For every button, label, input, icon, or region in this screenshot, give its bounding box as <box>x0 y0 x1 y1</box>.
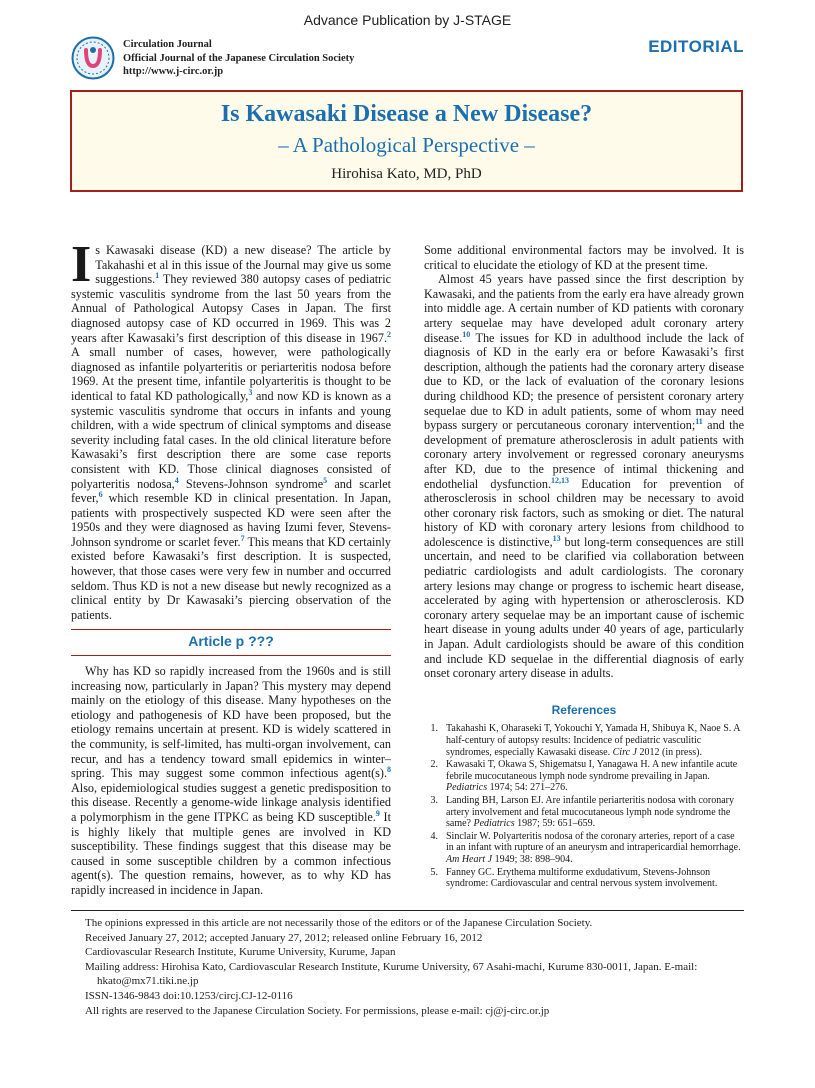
para-text: and scarlet fever, <box>71 476 392 506</box>
article-link[interactable]: Article p ??? <box>188 633 274 650</box>
references-list <box>424 723 744 889</box>
rights-notice: All rights are reserved to the Japanese Circulation Society. For permissions, please e-mail: cj@j-circ.or.jp <box>85 1004 550 1017</box>
para-text: The issues for KD in adulthood include the lack of diagnosis of KD in the early era or before Kawasaki’s first description, although the patients had the coronary artery disease due to KD, or the lack of evaluation of the coronary lesions during childhood KD; the presence of persistent coronary artery sequelae due to KD in adult patients, some of whom may need bypass surgery or percutaneous coronary intervention; <box>424 330 744 433</box>
reference-journal: Am Heart J <box>446 853 493 865</box>
citation-link[interactable]: 13 <box>552 533 561 543</box>
advance-publication-banner: Advance Publication by J-STAGE <box>303 12 512 28</box>
reference-journal: Circ J <box>612 746 637 758</box>
reference-body: Landing BH, Larson EJ. Are infantile periarteritis nodosa with coronary artery involvement and fetal mucocutaneous lymph node syndrome the same? <box>446 794 734 830</box>
para-text: Stevens-Johnson syndrome <box>178 476 324 491</box>
citation-link[interactable]: 3 <box>248 387 253 397</box>
reference-text <box>446 831 744 866</box>
journal-logo-icon <box>71 36 115 80</box>
reference-item <box>424 831 744 866</box>
etiology-paragraph <box>71 664 391 898</box>
para-text: This means that KD certainly existed before Kawasaki’s first description. It is suspected, however, that those cases were very few in number and occurred seldom. Thus KD is not a new disease but newly recognized as a clinical entity by Dr Kawasaki’s piercing observation of the patients. <box>71 534 391 622</box>
title-box <box>70 90 743 192</box>
reference-number: 2. <box>430 759 438 771</box>
journal-society: Official Journal of the Japanese Circulation Society <box>123 52 355 64</box>
para-text: Why has KD so rapidly increased from the 1960s and is still increasing now, particularly in Japan? This mystery may depend mainly on the etiology of this disease. Many hypotheses on the etiology and pathogenesis of KD have been proposed, but the etiology remains uncertain at present. KD is widely scattered in the community, is self-limited, has multi-organ involvement, can recur, and has a tendency toward small epidemics in winter–spring. This may suggest some common infectious agent(s). <box>71 664 391 781</box>
dropcap: I <box>71 236 92 293</box>
para-text: which resemble KD in clinical presentation. In Japan, patients with prospectively suspected KD were seen after the 1950s and they were diagnosed as having Izumi fever, Stevens-Johnson syndrome or scarlet fever. <box>71 491 391 549</box>
disclaimer: The opinions expressed in this article are not necessarily those of the editors or of the Japanese Circulation Society. <box>85 917 593 929</box>
citation-link[interactable]: 2 <box>387 329 391 339</box>
reference-item <box>424 795 744 830</box>
reference-text <box>446 759 744 794</box>
citation-link[interactable]: 1 <box>155 271 160 281</box>
para-text: A small number of cases, however, were pathologically diagnosed as infantile polyarteritis or periarteritis nodosa before 1969. At the present time, infantile polyarteritis is thought to be identical to fatal KD pathologically, <box>71 345 391 403</box>
right-column <box>424 243 744 891</box>
article-author: Hirohisa Kato, MD, PhD <box>331 166 482 182</box>
reference-number: 1. <box>430 723 438 735</box>
reference-citation: 1987; 59: 651–659. <box>514 818 596 830</box>
reference-number: 4. <box>430 830 438 842</box>
left-column <box>71 236 392 898</box>
journal-name: Circulation Journal <box>123 39 212 50</box>
reference-number: 3. <box>430 794 438 806</box>
citation-link[interactable]: 5 <box>323 475 328 485</box>
para-text: and the development of premature atherosclerosis in adult patients with coronary artery involvement or regressed coronary aneurysms after KD, due to the presence of intimal thickening and endothelial dysfunction. <box>424 418 744 491</box>
issn-doi: ISSN-1346-9843 doi:10.1253/circj.CJ-12-0116 <box>85 989 293 1002</box>
reference-text <box>446 795 744 830</box>
reference-text <box>446 867 744 890</box>
reference-item <box>424 723 744 758</box>
para-text: Also, epidemiological studies suggest a genetic predisposition to this disease. Recently a genome-wide linkage analysis identified a polymorphism in the gene ITPKC as being KD susceptible. <box>71 780 391 824</box>
adulthood-paragraph <box>424 272 744 681</box>
para-text: Education for prevention of atherosclerosis in school children may be necessary to avoid other coronary risk factors, such as smoking or diet. The natural history of KD with coronary artery lesions from childhood to adolescence is distinctive, <box>424 476 744 549</box>
para-text: They reviewed 380 autopsy cases of pediatric systemic vasculitis syndrome from the last 50 years from the Annual of Pathological Autopsy Cases in Japan. The first diagnosed autopsy case of KD occurred in 1969. This was 2 years after Kawasaki’s first description of this disease in 1967. <box>71 272 391 345</box>
section-label: EDITORIAL <box>648 37 744 56</box>
citation-link[interactable]: 8 <box>387 765 391 775</box>
citation-link[interactable]: 9 <box>375 808 380 818</box>
citation-link[interactable]: 4 <box>174 475 179 485</box>
mailing-address: Mailing address: Hirohisa Kato, Cardiovascular Research Institute, Kurume University, 67 Asahi-machi, Kurume 830-0011, Japan. E-mail: hkato@mx71.tiki.ne.jp <box>85 960 698 988</box>
journal-info <box>123 38 354 79</box>
article-subtitle: – A Pathological Perspective – <box>278 133 535 157</box>
reference-text <box>446 723 744 758</box>
intro-paragraph <box>71 236 392 622</box>
reference-citation: 2012 (in press). <box>636 746 702 758</box>
reference-body: Kawasaki T, Okawa S, Shigematsu I, Yanagawa H. A new infantile acute febrile mucocutaneous lymph node syndrome prevailing in Japan. <box>446 759 738 782</box>
reference-item <box>424 867 744 890</box>
reference-number: 5. <box>430 866 438 878</box>
reference-citation: 1974; 54: 271–276. <box>487 782 568 794</box>
citation-link[interactable]: 7 <box>240 533 245 543</box>
reference-citation: 1949; 38: 898–904. <box>492 853 573 865</box>
reference-body: Takahashi K, Oharaseki T, Yokouchi Y, Yamada H, Shibuya K, Naoe S. A half-century of autopsy results: Incidence of pediatric vasculitic syndromes, especially Kawasaki disease. <box>446 723 740 758</box>
citation-link[interactable]: 12,13 <box>551 475 570 485</box>
citation-link[interactable]: 11 <box>695 417 703 427</box>
reference-body: Sinclair W. Polyarteritis nodosa of the coronary arteries, report of a case in an infant with rupture of an aneurysm and intrapericardial hemorrhage. <box>446 830 741 854</box>
reference-body: Fanney GC. Erythema multiforme exdudativum, Stevens-Johnson syndrome: Cardiovascular and central nervous system involvement. <box>446 866 718 890</box>
article-link-section <box>71 629 391 656</box>
para-text: s Kawasaki disease (KD) a new disease? The article by Takahashi et al in this issue of the Journal may give us some suggestions. <box>95 243 391 287</box>
footer-divider <box>71 910 744 911</box>
received-dates: Received January 27, 2012; accepted January 27, 2012; released online February 16, 2012 <box>85 931 483 944</box>
reference-item <box>424 759 744 794</box>
para-text: It is highly likely that multiple genes are involved in KD susceptibility. These findings suggest that this disease may be caused in some susceptible children by a common infectious agent(s). The question remains, however, as to why KD has rapidly increased in incidence in Japan. <box>71 809 391 897</box>
continued-paragraph: Some additional environmental factors may be involved. It is critical to elucidate the etiology of KD at the present time. <box>424 243 744 272</box>
references-heading: References <box>551 702 617 717</box>
reference-journal: Pediatrics <box>473 818 515 830</box>
affiliation: Cardiovascular Research Institute, Kurume University, Kurume, Japan <box>85 946 396 959</box>
journal-url[interactable]: http://www.j-circ.or.jp <box>123 66 224 77</box>
para-text: and now KD is known as a systemic vasculitis syndrome that occurs in infants and young children, with a wide spectrum of clinical symptoms and disease severity including fatal cases. In the old clinical literature before Kawasaki’s first description there are some case reports consistent with KD. Those clinical diagnoses consisted of polyarteritis nodosa, <box>71 388 391 491</box>
para-text: Almost 45 years have passed since the first description by Kawasaki, and the patients from the early era have already grown into middle age. A certain number of KD patients with coronary artery sequelae may have developed adult coronary artery disease. <box>424 272 744 345</box>
para-text: but long-term consequences are still uncertain, and need to be clarified via collaboration between pediatric cardiologists and adult cardiologists. The coronary artery lesions may change or progress to ischemic heart disease, accelerated by aging with hypertension or atherosclerosis. KD coronary artery sequelae may be an important cause of ischemic heart disease in young adults under 40 years of age, particularly in Japan. Adult cardiologists should be aware of this condition and include KD sequelae in the differential diagnosis of early onset coronary artery disease in adults. <box>424 534 744 681</box>
citation-link[interactable]: 6 <box>98 490 103 500</box>
citation-link[interactable]: 10 <box>462 329 471 339</box>
article-title: Is Kawasaki Disease a New Disease? <box>220 101 593 127</box>
reference-journal: Pediatrics <box>446 782 488 794</box>
footer-notes <box>85 916 745 1018</box>
